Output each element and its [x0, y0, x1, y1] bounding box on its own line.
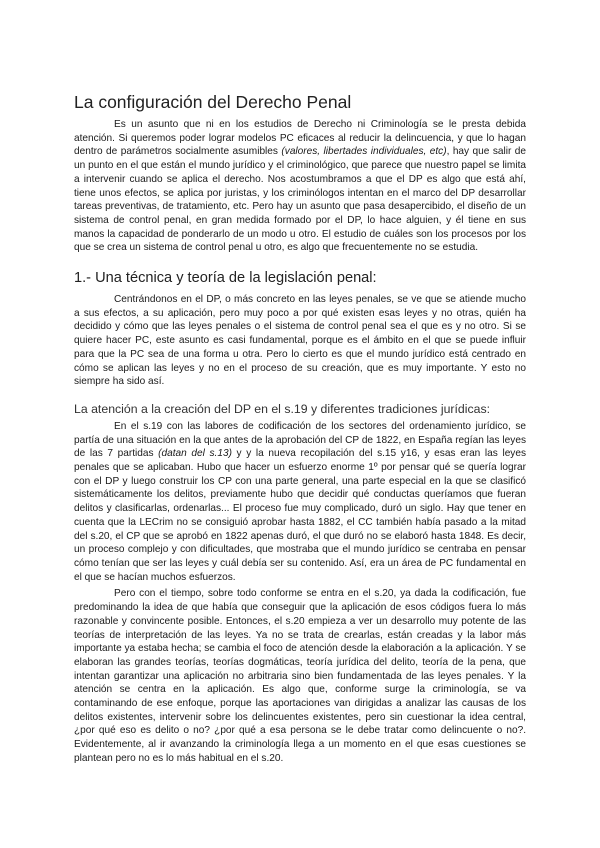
- intro-text-italic: (valores, libertades individuales, etc): [281, 146, 447, 158]
- subsection-paragraph-1: [74, 420, 526, 584]
- document-title: La configuración del Derecho Penal: [74, 92, 352, 112]
- subsection-p1-text-1: En el s.19 con las labores de codificación de los sectores del ordenamiento jurídico, se partía de una situación en la que antes de la aprobación del CP de 1822, en España regían las leyes de las 7 partidas: [74, 420, 526, 460]
- section-paragraph: Centrándonos en el DP, o más concreto en las leyes penales, se ve que se atiende mucho a sus efectos, a su aplicación, pero muy poco a por qué existen esas leyes y no otras, quién ha decidido y cómo que las leyes penales o el sistema de control penal sea el que es y no otro. Si se quiere hacer PC, este asunto es casi fundamental, porque es el ámbito en el que se puede influir para que la PC sea de una forma u otra. Pero lo cierto es que el mundo jurídico está centrado en cómo se aplican las leyes y no en el proceso de su creación, que es muy importante. Y esto no siempre ha sido así.: [74, 294, 526, 388]
- subsection-heading: La atención a la creación del DP en el s.19 y diferentes tradiciones jurídicas:: [74, 401, 491, 416]
- section-heading: 1.- Una técnica y teoría de la legislación penal:: [74, 270, 377, 287]
- subsection-paragraph-2: Pero con el tiempo, sobre todo conforme se entra en el s.20, ya dada la codificación, fue predominando la idea de que había que conseguir que la aplicación de esos códigos fuera lo más razonable y convincente posible. Entonces, el s.20 empieza a ver un desarrollo muy potente de las teorías de interpretación de las leyes. Ya no se trata de crearlas, están creadas y la labor más importante ya estaba hecha; se cambia el foco de atención desde la elaboración a la aplicación. Y se elaboran las grandes teorías, teorías dogmáticas, teoría jurídica del delito, teoría de la pena, que intentan garantizar una aplicación no arbitraria sino bien fundamentada de las leyes penales. Y la atención se centra en la aplicación. Es algo que, conforme surge la criminología, se va contaminando de ese enfoque, porque las aportaciones van dirigidas a analizar las causas de los delitos existentes, intervenir sobre los delincuentes existentes, pero sin cuestionar la idea central, ¿por qué eso es delito o no? ¿por qué a esa persona se le debe tratar como delincuente o no?. Evidentemente, al ir avanzando la criminología llega a un momento en el que esas cuestiones se plantean pero no es lo más habitual en el s.20.: [74, 588, 526, 764]
- document-body: [74, 92, 526, 766]
- intro-text-1: Es un asunto que ni en los estudios de Derecho ni Criminología se le presta debida atención. Si queremos poder lograr modelos PC eficaces al reducir la delincuencia, y que lo hagan dentro de parámetros socialmente asumibles: [74, 119, 526, 158]
- intro-paragraph: [74, 118, 526, 255]
- intro-text-2: , hay que salir de un punto en el que están el mundo jurídico y el criminológico, que parece que nuestro papel se limita a intervenir cuando se aplica el derecho. Nos acostumbramos a que el DP es algo que está ahí, tiene unos efectos, se aplica por juristas, y los criminólogos intentan en el marco del DP desarrollar tareas preventivas, de tratamiento, etc. Pero hay un asunto que pasa desapercibido, el diseño de un sistema de control penal, en gran medida formado por el DP, lo hace alguien, y él tiene en sus manos la capacidad de ponderarlo de un modo u otro. El estudio de cuáles son los procesos por los que se crea un sistema de control penal u otro, es algo que frecuentemente no se estudia.: [74, 146, 526, 254]
- subsection-p1-text-italic: (datan del s.13): [158, 448, 232, 460]
- subsection-p1-text-2: y y la nueva recopilación del s.15 y16, y esas eran las leyes penales que se aplicaban. Hubo que hacer un esfuerzo enorme 1º por pensar qué se quería lograr con el DP y luego construir los CP con una parte general, una parte especial en la que se clasificó sistemáticamente los delitos, previamente hubo que decidir qué conductas queríamos que fueran delitos y clasificarlas, ordenarlas... El proceso fue muy complicado, duró un siglo. Hay que tener en cuenta que la LECrim no se consiguió aprobar hasta 1882, el CC también había pasado a la mitad del s.20, el CP que se aprobó en 1822 apenas duró, el que duró no se elaboró hasta 1848. Es decir, un proceso complejo y con dificultades, que mostraba que el mundo jurídico se centraba en pensar cómo tenían que ser las leyes y cuál debía ser su contenido. Así, era un área de PC fundamental en el que se hacían muchos esfuerzos.: [74, 448, 527, 583]
